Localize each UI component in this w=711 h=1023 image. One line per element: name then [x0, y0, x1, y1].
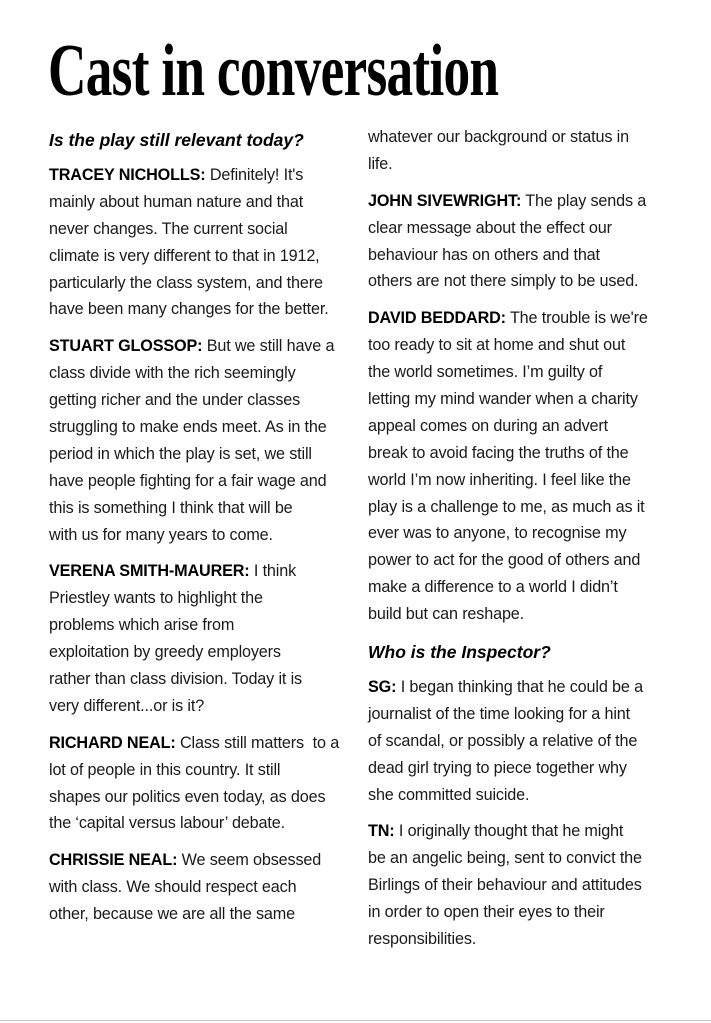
quote-text: We seem obsessed [177, 851, 322, 870]
text-line: play is a challenge to me, as much as it [368, 497, 645, 516]
quote-text: I originally thought that he might [394, 822, 624, 841]
speaker-name: CHRISSIE NEAL: [49, 851, 178, 870]
text-line: this is something I think that will be [49, 498, 293, 517]
quote-sg [368, 674, 688, 808]
text-line: very different...or is it? [49, 696, 205, 715]
text-line: problems which arise from [49, 616, 235, 635]
speaker-name: DAVID BEDDARD: [368, 309, 506, 328]
text-line: letting my mind wander when a charity [368, 390, 638, 409]
speaker-name: STUART GLOSSOP: [49, 337, 203, 356]
text-line: build but can reshape. [368, 605, 524, 624]
text-line: clear message about the effect our [368, 218, 612, 237]
quote-tn [368, 818, 688, 952]
text-line: shapes our politics even today, as does [49, 787, 326, 806]
text-line: ever was to anyone, to recognise my [368, 524, 627, 543]
quote-richard-neal [49, 730, 369, 838]
quote-chrissie-neal-continued [368, 124, 688, 178]
text-line: other, because we are all the same [49, 905, 295, 924]
quote-text: But we still have a [202, 337, 335, 356]
right-column [368, 124, 688, 963]
text-line: too ready to sit at home and shut out [368, 336, 626, 355]
quote-text: Definitely! It's [205, 166, 304, 184]
quote-verena-smith-maurer [49, 558, 369, 719]
text-line: responsibilities. [368, 930, 477, 949]
quote-david-beddard [368, 305, 688, 628]
text-line: the ‘capital versus labour’ debate. [49, 814, 285, 833]
text-line [49, 730, 369, 757]
speaker-name: TRACEY NICHOLLS: [49, 166, 206, 184]
quote-text: Class still matters to a [175, 733, 340, 752]
text-line: Birlings of their behaviour and attitudes [368, 876, 642, 895]
text-line: whatever our background or status in [368, 128, 629, 146]
text-line [368, 818, 688, 845]
text-line: class divide with the rich seemingly [49, 364, 296, 383]
speaker-name: SG: [368, 678, 397, 697]
text-line: make a difference to a world I didn’t [368, 578, 618, 597]
text-line: behaviour has on others and that [368, 245, 600, 264]
section-heading-relevance: Is the play still relevant today? [49, 130, 304, 150]
text-line: period in which the play is set, we still [49, 444, 312, 463]
text-line: power to act for the good of others and [368, 551, 641, 570]
speaker-name: TN: [368, 822, 395, 841]
text-line [368, 188, 688, 215]
text-line: journalist of the time looking for a hint [368, 704, 630, 723]
page-bottom-rule [0, 1020, 711, 1021]
text-line [49, 162, 369, 189]
text-line [49, 558, 369, 585]
text-line: world I’m now inheriting. I feel like the [368, 470, 631, 489]
left-column [49, 126, 369, 938]
text-line: life. [368, 154, 393, 173]
text-line: of scandal, or possibly a relative of the [368, 731, 638, 750]
quote-text: The play sends a [521, 191, 647, 210]
quote-text: The trouble is we're [505, 309, 648, 328]
text-line [49, 333, 369, 360]
text-line: climate is very different to that in 1912, [49, 246, 320, 265]
text-line: break to avoid facing the truths of the [368, 443, 629, 462]
text-line: appeal comes on during an advert [368, 416, 608, 435]
text-line: Priestley wants to highlight the [49, 589, 263, 608]
text-line [368, 305, 688, 332]
text-line: mainly about human nature and that [49, 192, 304, 211]
text-line: with class. We should respect each [49, 878, 297, 897]
text-line: she committed suicide. [368, 785, 530, 804]
text-line: with us for many years to come. [49, 525, 273, 544]
text-line: getting richer and the under classes [49, 391, 301, 410]
speaker-name: VERENA SMITH-MAURER: [49, 562, 250, 581]
quote-text: I began thinking that he could be a [396, 678, 643, 697]
text-line: have been many changes for the better. [49, 300, 329, 319]
quote-john-sivewright [368, 188, 688, 296]
text-line: the world sometimes. I’m guilty of [368, 363, 603, 382]
section-heading-inspector: Who is the Inspector? [368, 642, 551, 663]
page-title: Cast in conversation [48, 30, 499, 112]
text-line: dead girl trying to piece together why [368, 758, 627, 777]
text-line: particularly the class system, and there [49, 273, 323, 292]
text-line: exploitation by greedy employers [49, 643, 281, 662]
text-line: never changes. The current social [49, 219, 288, 238]
text-line [49, 847, 369, 874]
quote-chrissie-neal [49, 847, 369, 928]
text-line: rather than class division. Today it is [49, 670, 302, 689]
text-line: struggling to make ends meet. As in the [49, 418, 327, 437]
text-line: lot of people in this country. It still [49, 760, 281, 779]
quote-text: I think [249, 562, 297, 581]
text-line: have people fighting for a fair wage and [49, 471, 327, 490]
speaker-name: RICHARD NEAL: [49, 733, 176, 752]
quote-stuart-glossop [49, 333, 369, 548]
text-line [368, 674, 688, 701]
text-line: others are not there simply to be used. [368, 272, 639, 291]
text-line: in order to open their eyes to their [368, 903, 605, 922]
text-line: be an angelic being, sent to convict the [368, 849, 642, 868]
speaker-name: JOHN SIVEWRIGHT: [368, 191, 522, 210]
quote-tracey-nicholls [49, 162, 369, 323]
